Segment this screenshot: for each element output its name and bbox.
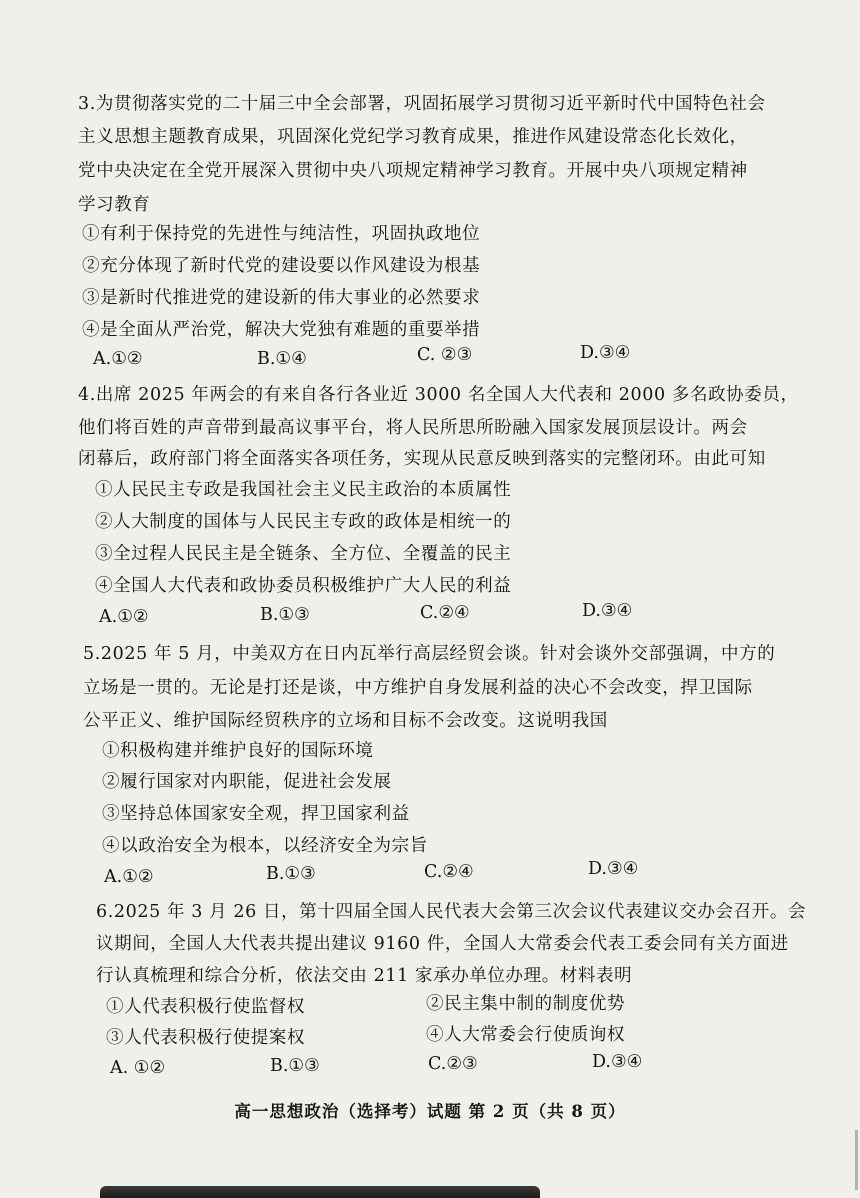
q3-item-3: ③是新时代推进党的建设新的伟大事业的必然要求 bbox=[82, 288, 481, 308]
q5-option-b: B.①③ bbox=[266, 864, 316, 884]
q5-option-a: A.①② bbox=[104, 867, 154, 887]
q3-stem-line-1: 3.为贯彻落实党的二十届三中全会部署，巩固拓展学习贯彻习近平新时代中国特色社会 bbox=[78, 94, 766, 114]
q6-stem-line-2: 议期间，全国人大代表共提出建议 9160 件，全国人大常委会代表工委会同有关方面进 bbox=[96, 934, 789, 954]
q3-item-1: ①有利于保持党的先进性与纯洁性，巩固执政地位 bbox=[82, 224, 481, 244]
q5-option-c: C.②④ bbox=[424, 862, 474, 882]
q6-stem-line-3: 行认真梳理和综合分析，依法交由 211 家承办单位办理。材料表明 bbox=[96, 966, 633, 986]
q5-stem-line-3: 公平正义、维护国际经贸秩序的立场和目标不会改变。这说明我国 bbox=[83, 711, 608, 731]
q4-option-a: A.①② bbox=[99, 607, 149, 627]
q5-item-3: ③坚持总体国家安全观，捍卫国家利益 bbox=[102, 804, 410, 824]
q6-option-a: A. ①② bbox=[110, 1058, 166, 1078]
q3-item-4: ④是全面从严治党，解决大党独有难题的重要举措 bbox=[82, 320, 481, 340]
q4-item-3: ③全过程人民民主是全链条、全方位、全覆盖的民主 bbox=[95, 544, 512, 564]
q4-stem-line-1: 4.出席 2025 年两会的有来自各行各业近 3000 名全国人大代表和 2000 多名政协委员， bbox=[78, 385, 799, 405]
q4-item-1: ①人民民主专政是我国社会主义民主政治的本质属性 bbox=[95, 480, 512, 500]
q3-item-2: ②充分体现了新时代党的建设要以作风建设为根基 bbox=[82, 256, 481, 276]
q6-item-2: ②民主集中制的制度优势 bbox=[426, 994, 626, 1014]
q6-stem-line-1: 6.2025 年 3 月 26 日，第十四届全国人民代表大会第三次会议代表建议交办会召开。会 bbox=[96, 902, 807, 922]
q3-option-d: D.③④ bbox=[580, 343, 631, 363]
q6-option-d: D.③④ bbox=[592, 1052, 643, 1072]
q4-option-d: D.③④ bbox=[582, 601, 633, 621]
q6-item-3: ③人代表积极行使提案权 bbox=[106, 1028, 306, 1048]
q5-stem-line-2: 立场是一贯的。无论是打还是谈，中方维护自身发展利益的决心不会改变，捍卫国际 bbox=[83, 678, 753, 698]
scan-edge-mark bbox=[855, 1130, 858, 1190]
q3-option-a: A.①② bbox=[93, 349, 143, 369]
q5-item-1: ①积极构建并维护良好的国际环境 bbox=[102, 741, 374, 761]
q4-stem-line-3: 闭幕后，政府部门将全面落实各项任务，实现从民意反映到落实的完整闭环。由此可知 bbox=[78, 449, 766, 469]
q3-option-b: B.①④ bbox=[257, 349, 307, 369]
scan-shadow bbox=[100, 1186, 540, 1198]
q6-item-1: ①人代表积极行使监督权 bbox=[106, 997, 306, 1017]
q5-stem-line-1: 5.2025 年 5 月，中美双方在日内瓦举行高层经贸会谈。针对会谈外交部强调，中方的 bbox=[83, 644, 776, 664]
q3-stem-line-2: 主义思想主题教育成果，巩固深化党纪学习教育成果，推进作风建设常态化长效化， bbox=[78, 127, 748, 147]
q3-stem-line-4: 学习教育 bbox=[78, 195, 151, 215]
q5-option-d: D.③④ bbox=[588, 859, 639, 879]
q4-stem-line-2: 他们将百姓的声音带到最高议事平台，将人民所思所盼融入国家发展顶层设计。两会 bbox=[78, 418, 748, 438]
q4-option-b: B.①③ bbox=[260, 605, 310, 625]
q4-item-2: ②人大制度的国体与人民民主专政的政体是相统一的 bbox=[95, 512, 512, 532]
q6-option-b: B.①③ bbox=[270, 1056, 320, 1076]
q6-item-4: ④人大常委会行使质询权 bbox=[426, 1025, 626, 1045]
q3-stem-line-3: 党中央决定在全党开展深入贯彻中央八项规定精神学习教育。开展中央八项规定精神 bbox=[78, 161, 748, 181]
q5-item-2: ②履行国家对内职能，促进社会发展 bbox=[102, 772, 392, 792]
q3-option-c: C. ②③ bbox=[417, 345, 473, 365]
q6-option-c: C.②③ bbox=[428, 1054, 478, 1074]
page-footer: 高一思想政治（选择考）试题 第 2 页（共 8 页） bbox=[234, 1102, 626, 1121]
q4-option-c: C.②④ bbox=[420, 603, 470, 623]
q5-item-4: ④以政治安全为根本，以经济安全为宗旨 bbox=[102, 836, 428, 856]
q4-item-4: ④全国人大代表和政协委员积极维护广大人民的利益 bbox=[95, 576, 512, 596]
